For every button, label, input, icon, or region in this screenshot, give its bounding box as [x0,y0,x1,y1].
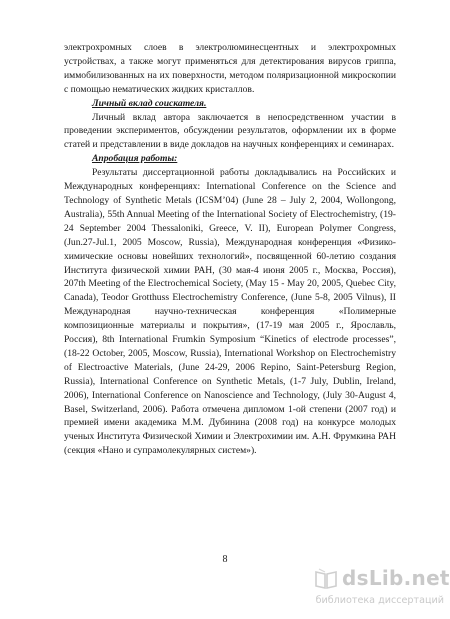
watermark [312,566,450,612]
watermark-logo: dsLib.net [342,566,450,590]
watermark-subtitle: библиотека диссертаций [315,595,444,606]
paragraph-approbation: Результаты диссертационной работы докладывались на Российских и Международных конференциях: International Conference on the Science and Technology of Synthetic Metals (ICSM’04) (June 28 – July 2, 2004, Wollongong, Australia), 55th Annual Meeting of the International Society of Electrochemistry, (19-24 September 2004 Thessaloniki, Greece, V. II), European Polymer Congress, (Jun.27-Jul.1, 2005 Moscow, Russia), Международная конференция «Физико-химические основы новейших технологий», посвященной 60-летию создания Института физической химии РАН, (30 мая-4 июня 2005 г., Москва, Россия), 207th Meeting of the Electrochemical Society, (May 15 - May 20, 2005, Quebec City, Canada), Teodor Grotthuss Electrochemistry Conference, (June 5-8, 2005 Vilnus), II Международная научно-техническая конференция «Полимерные композиционные материалы и покрытия», (17-19 мая 2005 г., Ярославль, Россия), 8th International Frumkin Symposium “Kinetics of electrode processes”, (18-22 October, 2005, Moscow, Russia), International Workshop on Electrochemistry of Electroactive Materials, (June 24-29, 2006 Repino, Saint-Petersburg Region, Russia), International Conference on Synthetic Metals, (1-7 July, Dublin, Ireland, 2006), International Conference on Nanoscience and Technology, (July 30-August 4, Basel, Switzerland, 2006). Работа отмечена дипломом 1-ой степени (2007 год) и премией имени академика М.М. Дубинина (2008 год) на конкурсе молодых ученых Института Физической Химии и Электрохимии им. А.Н. Фрумкина РАН (секция «Нано и супрамолекулярных систем»). [64,167,396,457]
heading-approbation: Апробация работы: [92,153,178,165]
paragraph-personal-contribution: Личный вклад автора заключается в непосредственном участии в проведении экспериментов, обсуждении результатов, оформлении их в форме статей и представлении в виде докладов на научных конференциях и семинарах. [64,111,396,151]
book-icon [314,568,338,590]
body-text [64,41,396,458]
heading-personal-contribution: Личный вклад соискателя. [92,97,207,109]
page-number: 8 [222,554,228,565]
paragraph-applications: электрохромных слоев в электролюминесцентных и электрохромных устройствах, а также могут применяться для детектирования вирусов гриппа, иммобилизованных на их поверхности, методом поляризационной микроскопии с помощью нематических жидких кристаллов. [64,42,396,95]
